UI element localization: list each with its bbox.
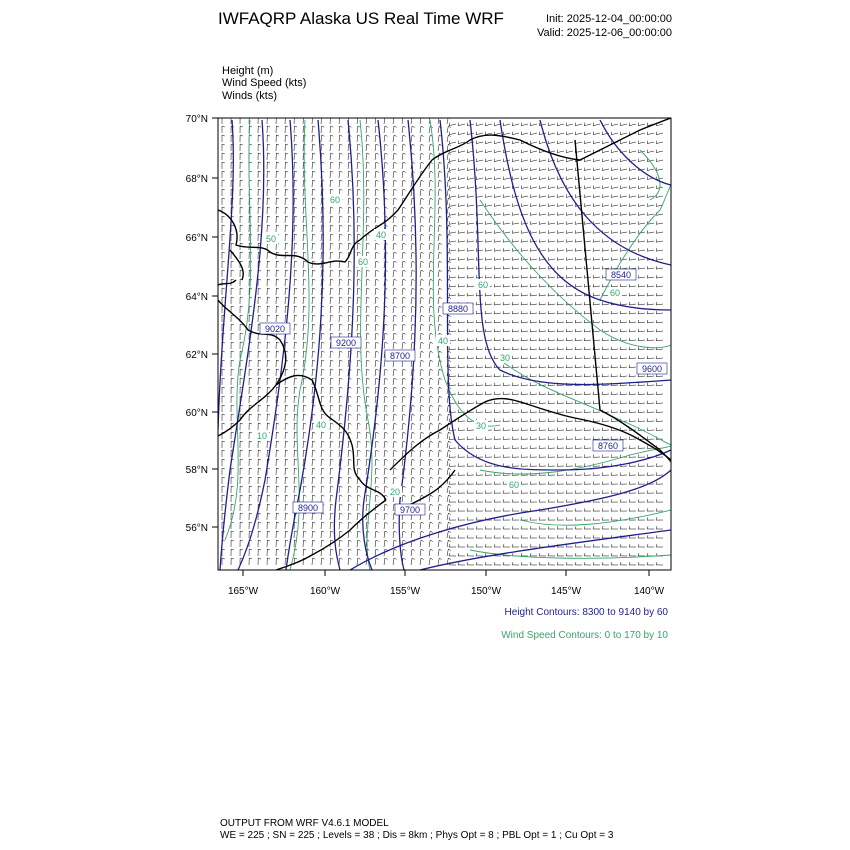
lat-tick-label: 68°N (185, 174, 208, 185)
wind-speed-contour-line (600, 185, 671, 300)
field-label-wind-speed: Wind Speed (kts) (222, 77, 307, 89)
valid-time: Valid: 2025-12-06_00:00:00 (537, 27, 672, 39)
wind-contour-label: 60 (357, 257, 369, 267)
footer-config: WE = 225 ; SN = 225 ; Levels = 38 ; Dis = 8km ; Phys Opt = 8 ; PBL Opt = 1 ; Cu Opt = 3 (220, 830, 614, 841)
wind-contour-label: 60 (329, 195, 341, 205)
wind-contour-label: 40 (437, 336, 449, 346)
coastline-segment (276, 375, 386, 500)
height-contour-line (470, 120, 671, 384)
wind-contour-label: 50 (265, 234, 277, 244)
wind-contour-label: 30 (475, 421, 487, 431)
lat-tick-label: 60°N (185, 408, 208, 419)
wind-contour-label: 60 (508, 480, 520, 490)
height-contour-label: 8760 (597, 441, 619, 451)
wind-contour-label: 20 (389, 487, 401, 497)
lon-tick-label: 155°W (389, 586, 421, 597)
wind-contour-label: 60 (477, 280, 489, 290)
height-contour-label: 9020 (264, 324, 286, 334)
height-contour-line (238, 120, 293, 570)
wind-contour-label: 40 (315, 420, 327, 430)
wind-contour-label: 60 (609, 288, 621, 298)
footer-model: OUTPUT FROM WRF V4.6.1 MODEL (220, 818, 389, 829)
wind-contour-label: 10 (256, 431, 268, 441)
height-contour-line (420, 530, 671, 570)
coastline-segment (390, 399, 671, 470)
lat-tick-label: 70°N (185, 114, 208, 125)
init-time: Init: 2025-12-04_00:00:00 (546, 13, 672, 25)
lat-tick-label: 62°N (185, 350, 208, 361)
height-contour-label: 8700 (389, 351, 411, 361)
lat-tick-label: 64°N (185, 292, 208, 303)
height-contour-label: 9200 (335, 338, 357, 348)
wind-speed-contour-line (430, 120, 500, 426)
coastline-segment (218, 210, 360, 264)
map-title: IWFAQRP Alaska US Real Time WRF (218, 9, 504, 28)
wind-contour-legend: Wind Speed Contours: 0 to 170 by 10 (501, 630, 668, 641)
lon-tick-label: 165°W (227, 586, 259, 597)
height-contour-label: 9700 (399, 505, 421, 515)
height-contour-label: 8900 (297, 503, 319, 513)
height-contour-label: 8880 (447, 304, 469, 314)
lon-tick-label: 145°W (550, 586, 582, 597)
lat-tick-label: 58°N (185, 465, 208, 476)
height-contour-line (540, 120, 671, 265)
wind-contour-label: 40 (375, 230, 387, 240)
coastline-segment (575, 140, 600, 410)
height-contour-line (600, 120, 671, 185)
axis-ticks (186, 114, 665, 597)
lon-tick-label: 160°W (309, 586, 341, 597)
wind-speed-contour-line (640, 150, 660, 200)
height-contour-label: 8540 (610, 270, 632, 280)
field-label-height: Height (m) (222, 65, 274, 77)
height-contour-label: 9600 (641, 364, 663, 374)
wind-contour-label: 30 (499, 353, 511, 363)
field-label-winds: Winds (kts) (222, 90, 277, 102)
lon-tick-label: 140°W (633, 586, 665, 597)
wind-speed-contour-line (357, 120, 372, 570)
height-contour-line (220, 120, 264, 570)
lat-tick-label: 56°N (185, 523, 208, 534)
lat-tick-label: 66°N (185, 233, 208, 244)
wind-speed-contour-line (520, 510, 671, 525)
lon-tick-label: 150°W (470, 586, 502, 597)
height-contour-legend: Height Contours: 8300 to 9140 by 60 (504, 607, 668, 618)
